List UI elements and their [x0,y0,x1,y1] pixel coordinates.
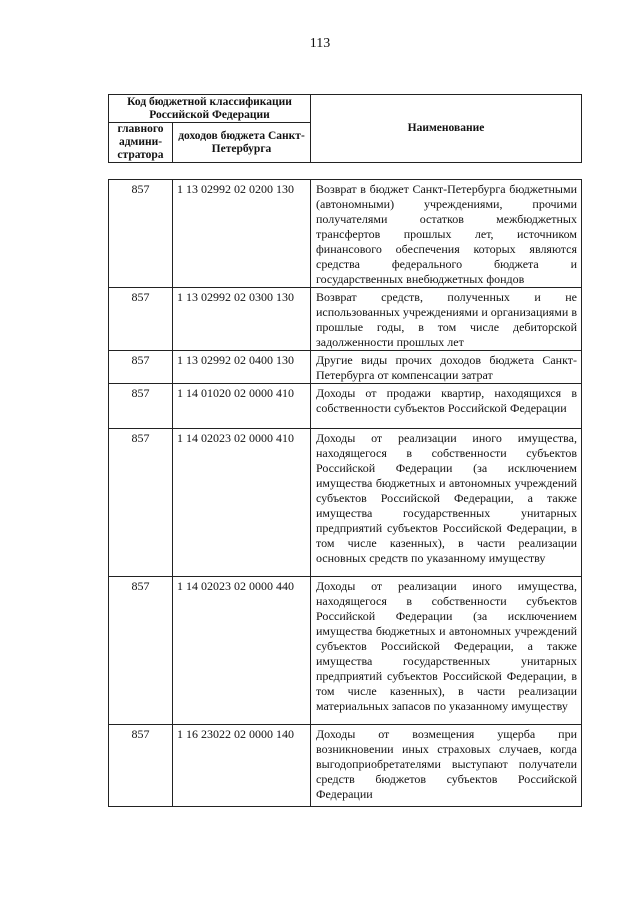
description-cell: Доходы от продажи квартир, находящихся в собственности субъектов Российской Федерации [311,384,582,429]
table-row [109,577,582,725]
income-column-header: доходов бюджета Санкт-Петербурга [173,123,311,163]
table-row [109,384,582,429]
admin-code-cell: 857 [109,429,173,577]
description-cell: Другие виды прочих доходов бюджета Санкт-Петербурга от компенсации затрат [311,351,582,384]
table-row [109,288,582,351]
admin-code-cell: 857 [109,351,173,384]
income-code-cell: 1 14 02023 02 0000 440 [173,577,311,725]
description-cell: Доходы от реализации иного имущества, находящегося в собственности субъектов Российской Федерации (за исключением имущества бюджетных и автономных учреждений субъектов Российской Федерации, а также имущества государственных унитарных предприятий субъектов Российской Федерации, в том числе казенных), в части реализации основных средств по указанному имуществу [311,429,582,577]
income-code-cell: 1 16 23022 02 0000 140 [173,725,311,807]
page-number: 113 [309,36,331,51]
admin-code-cell: 857 [109,180,173,288]
table-row [109,725,582,807]
name-column-header: Наименование [311,95,582,163]
table-row [109,351,582,384]
admin-code-cell: 857 [109,577,173,725]
description-cell: Доходы от реализации иного имущества, находящегося в собственности субъектов Российской Федерации (за исключением имущества бюджетных и автономных учреждений субъектов Российской Федерации, а также имущества государственных унитарных предприятий субъектов Российской Федерации, в том числе казенных), в части реализации материальных запасов по указанному имуществу [311,577,582,725]
income-code-cell: 1 13 02992 02 0300 130 [173,288,311,351]
description-cell: Возврат средств, полученных и не использованных учреждениями и организациями в прошлые годы, в том числе дебиторской задолженности прошлых лет [311,288,582,351]
income-code-cell: 1 13 02992 02 0200 130 [173,180,311,288]
admin-code-cell: 857 [109,725,173,807]
table-row [109,429,582,577]
description-cell: Возврат в бюджет Санкт-Петербурга бюджетными (автономными) учреждениями, прочими получателями остатков межбюджетных трансфертов прошлых лет, источником финансового обеспечения которых являются средства федерального бюджета и государственных внебюджетных фондов [311,180,582,288]
table-row [109,180,582,288]
header-table [108,94,582,163]
admin-code-cell: 857 [109,384,173,429]
income-code-cell: 1 14 01020 02 0000 410 [173,384,311,429]
income-code-cell: 1 13 02992 02 0400 130 [173,351,311,384]
admin-column-header: главного админи-стратора [109,123,173,163]
description-cell: Доходы от возмещения ущерба при возникновении иных страховых случаев, когда выгодоприобретателями выступают получатели средств бюджетов субъектов Российской Федерации [311,725,582,807]
budget-codes-table [108,179,582,807]
classification-title: Код бюджетной классификации Российской Федерации [109,95,311,123]
income-code-cell: 1 14 02023 02 0000 410 [173,429,311,577]
admin-code-cell: 857 [109,288,173,351]
